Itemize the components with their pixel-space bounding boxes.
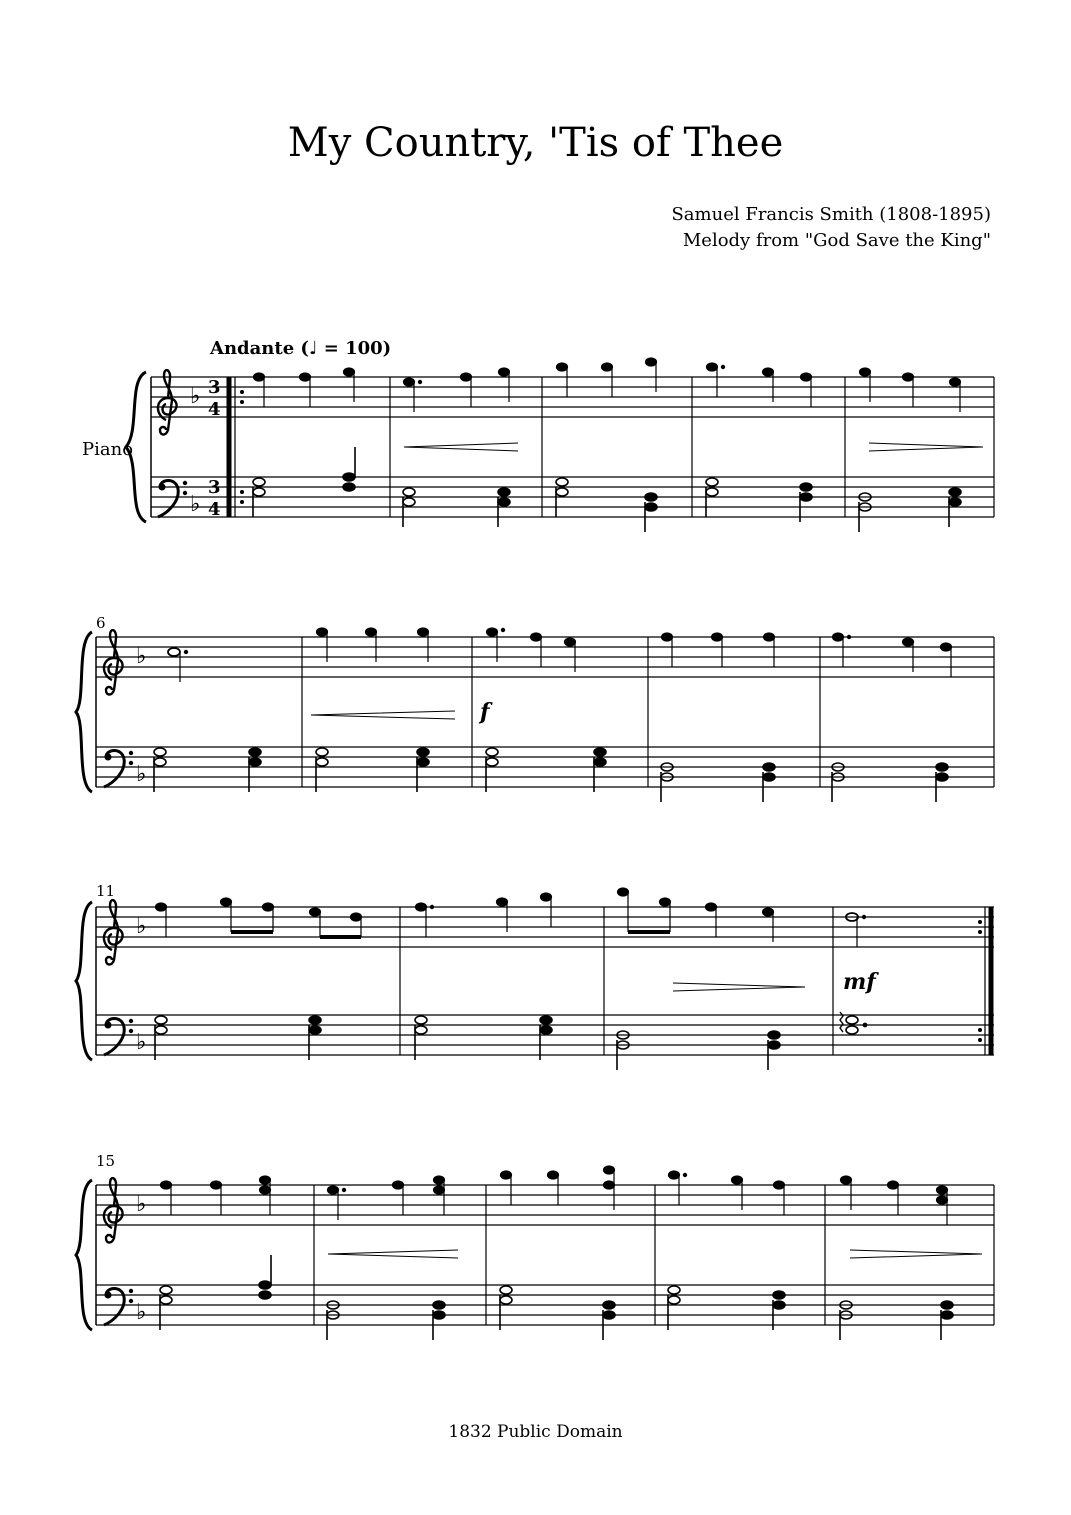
bass-clef-icon: [104, 751, 133, 788]
bass-clef-icon: [158, 481, 187, 518]
measure-number: 6: [96, 614, 106, 632]
treble-clef-icon: [104, 1178, 123, 1242]
svg-text:3: 3: [208, 477, 221, 498]
crescendo-hairpin: [311, 711, 455, 719]
flat-icon: ♭: [136, 644, 147, 669]
hairpins: [404, 443, 983, 451]
svg-text:4: 4: [208, 399, 221, 420]
bass-staff: [96, 747, 994, 787]
flat-icon: ♭: [136, 1192, 147, 1217]
measure-number: 11: [96, 882, 116, 900]
repeat-start-barline: [229, 377, 244, 517]
flat-icon: ♭: [136, 1030, 147, 1055]
treble-staff: [151, 377, 994, 417]
quarter-note-icon: ♩: [308, 338, 318, 359]
brace-icon: [126, 372, 146, 522]
composer-line-1: Samuel Francis Smith (1808-1895): [671, 204, 991, 225]
treble-staff: [96, 637, 994, 677]
system-2: [76, 628, 994, 802]
melody-notes: [156, 888, 866, 921]
forte-dynamic: f: [480, 699, 490, 725]
mezzo-forte-dynamic: mf: [843, 969, 876, 995]
melody-notes: [254, 347, 961, 386]
treble-clef-icon: [104, 900, 123, 964]
flat-icon: ♭: [136, 914, 147, 939]
brace-icon: [76, 902, 92, 1060]
measure-number: 15: [96, 1152, 116, 1170]
flat-icon: ♭: [136, 762, 147, 787]
brace-icon: [76, 1180, 92, 1330]
chord-notes: [154, 748, 948, 802]
svg-text:4: 4: [208, 499, 221, 520]
flat-icon: ♭: [190, 492, 201, 517]
bass-staff: [96, 1285, 994, 1325]
tempo-suffix: = 100): [317, 338, 392, 359]
svg-text:3: 3: [208, 377, 221, 398]
treble-clef-icon: [104, 630, 123, 694]
treble-staff: [96, 1185, 994, 1225]
note-stems: [166, 892, 857, 947]
melody-notes: [168, 628, 952, 656]
decrescendo-hairpin: [673, 983, 805, 991]
barlines: [390, 377, 994, 517]
flat-icon: ♭: [190, 384, 201, 409]
copyright-footer: 1832 Public Domain: [448, 1422, 623, 1442]
composer-line-2: Melody from "God Save the King": [682, 230, 991, 251]
score-title: My Country, 'Tis of Thee: [287, 120, 784, 166]
system-1: [126, 347, 994, 532]
tempo-prefix: Andante (: [210, 338, 309, 359]
note-stems: [171, 1170, 947, 1225]
instrument-label: Piano: [82, 439, 134, 460]
bass-clef-icon: [104, 1019, 133, 1056]
system-3: [76, 888, 994, 1070]
flat-icon: ♭: [136, 1300, 147, 1325]
system-4: [76, 1166, 994, 1340]
brace-icon: [76, 632, 92, 792]
barlines: [314, 1185, 994, 1325]
chord-notes: [155, 1012, 867, 1070]
treble-clef-icon: [158, 370, 177, 434]
repeat-end-barline: [978, 907, 991, 1055]
bass-clef-icon: [104, 1289, 133, 1326]
chord-notes: [160, 1255, 953, 1340]
chord-notes: [253, 447, 961, 532]
